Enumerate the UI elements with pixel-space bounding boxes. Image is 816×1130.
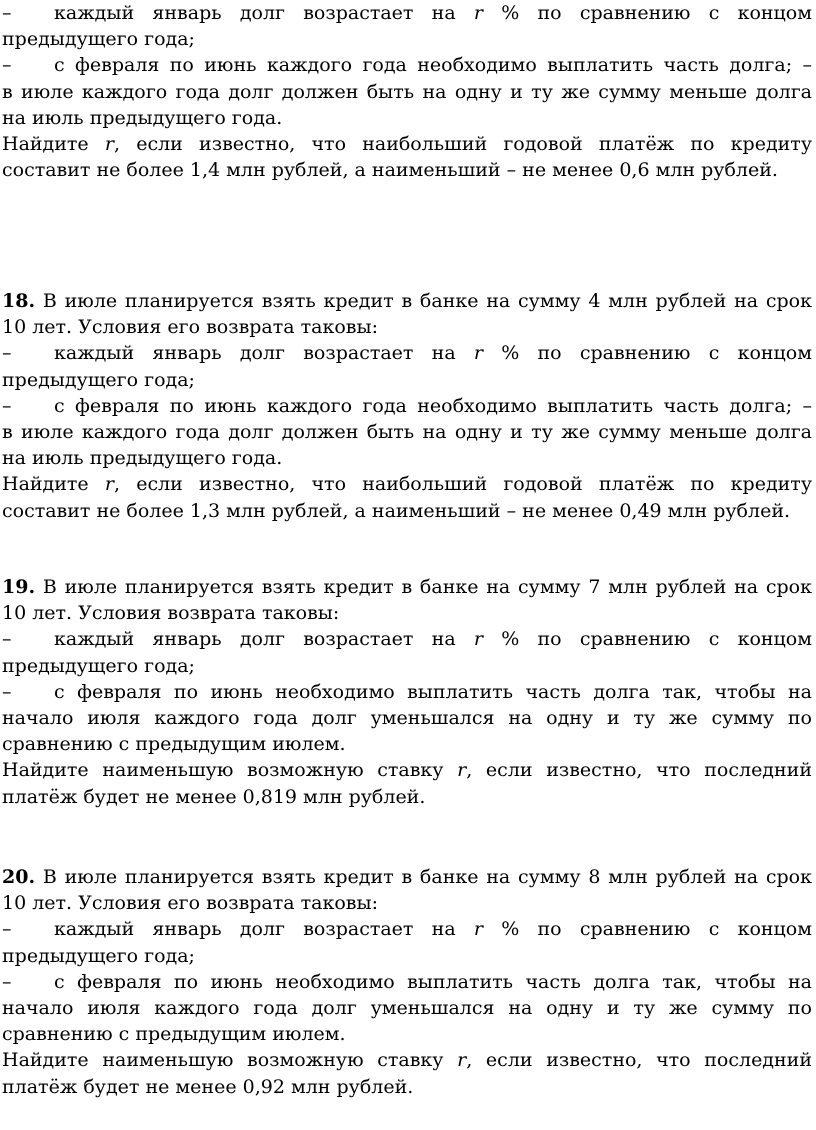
problem-intro-line-1: 18. В июле планируется взять кредит в банке на сумму 4 млн рублей на срок <box>2 290 812 312</box>
variable-r: r <box>473 342 483 365</box>
bullet-dash: – <box>2 628 12 651</box>
condition-2-line-2: в июле каждого года долг должен быть на одну и ту же сумму меньше долга <box>2 421 812 444</box>
variable-r: r <box>457 759 467 782</box>
problem-20 <box>2 864 812 1100</box>
question-line-1: Найдите r, если известно, что наибольший годовой платёж по кредиту <box>2 473 812 496</box>
condition-1-line-1: – каждый январь долг возрастает на r % по сравнению с концом <box>2 0 812 26</box>
bullet-dash: – <box>2 2 12 24</box>
bullet-dash: – <box>2 970 12 993</box>
condition-2-line-2: начало июля каждого года долг уменьшался на одну и ту же сумму по <box>2 707 812 730</box>
bullet-dash: – <box>2 394 12 417</box>
condition-2-line-1: – с февраля по июнь каждого года необходимо выплатить часть долга; – <box>2 52 812 78</box>
variable-r: r <box>473 2 483 24</box>
bullet-dash: – <box>2 918 12 941</box>
problem-number: 18. <box>2 290 36 312</box>
question-line-1: Найдите наименьшую возможную ставку r, если известно, что последний <box>2 1049 812 1072</box>
problem-number: 20. <box>2 866 36 888</box>
problem-17-fragment <box>2 0 812 183</box>
condition-2-line-1: – с февраля по июнь необходимо выплатить часть долга так, чтобы на <box>2 679 812 705</box>
question-line-2: платёж будет не менее 0,92 млн рублей. <box>2 1075 414 1098</box>
problem-number: 19. <box>2 576 36 598</box>
question-line-1: Найдите r, если известно, что наибольший годовой платёж по кредиту <box>2 133 812 156</box>
condition-1-line-2: предыдущего года; <box>2 28 195 51</box>
bullet-dash: – <box>2 680 12 703</box>
problem-intro-line-1: 20. В июле планируется взять кредит в банке на сумму 8 млн рублей на срок <box>2 866 812 888</box>
condition-2-line-1: – с февраля по июнь каждого года необходимо выплатить часть долга; – <box>2 393 812 419</box>
variable-r: r <box>104 133 114 156</box>
bullet-dash: – <box>2 342 12 365</box>
question-line-2: составит не более 1,4 млн рублей, а наименьший – не менее 0,6 млн рублей. <box>2 159 778 182</box>
question-line-1: Найдите наименьшую возможную ставку r, если известно, что последний <box>2 759 812 782</box>
variable-r: r <box>457 1049 467 1072</box>
condition-2-line-3: сравнению с предыдущим июлем. <box>2 733 346 756</box>
condition-2-line-1: – с февраля по июнь необходимо выплатить часть долга так, чтобы на <box>2 969 812 995</box>
condition-1-line-2: предыдущего года; <box>2 944 195 967</box>
condition-1-line-2: предыдущего года; <box>2 654 195 677</box>
problem-intro-line-2: 10 лет. Условия его возврата таковы: <box>2 316 379 339</box>
question-line-2: составит не более 1,3 млн рублей, а наименьший – не менее 0,49 млн рублей. <box>2 499 791 522</box>
problem-intro-line-1: 19. В июле планируется взять кредит в банке на сумму 7 млн рублей на срок <box>2 576 812 598</box>
condition-2-line-3: на июль предыдущего года. <box>2 447 283 470</box>
problem-19 <box>2 574 812 810</box>
variable-r: r <box>473 628 483 651</box>
condition-1-line-1: – каждый январь долг возрастает на r % по сравнению с концом <box>2 916 812 942</box>
question-line-2: платёж будет не менее 0,819 млн рублей. <box>2 785 426 808</box>
variable-r: r <box>473 918 483 941</box>
condition-1-line-1: – каждый январь долг возрастает на r % по сравнению с концом <box>2 626 812 652</box>
condition-2-line-2: в июле каждого года долг должен быть на одну и ту же сумму меньше долга <box>2 80 812 103</box>
condition-2-line-2: начало июля каждого года долг уменьшался на одну и ту же сумму по <box>2 997 812 1020</box>
bullet-dash: – <box>2 54 12 77</box>
variable-r: r <box>104 473 114 496</box>
condition-1-line-2: предыдущего года; <box>2 368 195 391</box>
problem-18 <box>2 288 812 524</box>
problem-intro-line-2: 10 лет. Условия возврата таковы: <box>2 602 340 625</box>
problem-intro-line-2: 10 лет. Условия его возврата таковы: <box>2 892 379 915</box>
condition-1-line-1: – каждый январь долг возрастает на r % по сравнению с концом <box>2 340 812 366</box>
condition-2-line-3: на июль предыдущего года. <box>2 106 283 129</box>
condition-2-line-3: сравнению с предыдущим июлем. <box>2 1023 346 1046</box>
